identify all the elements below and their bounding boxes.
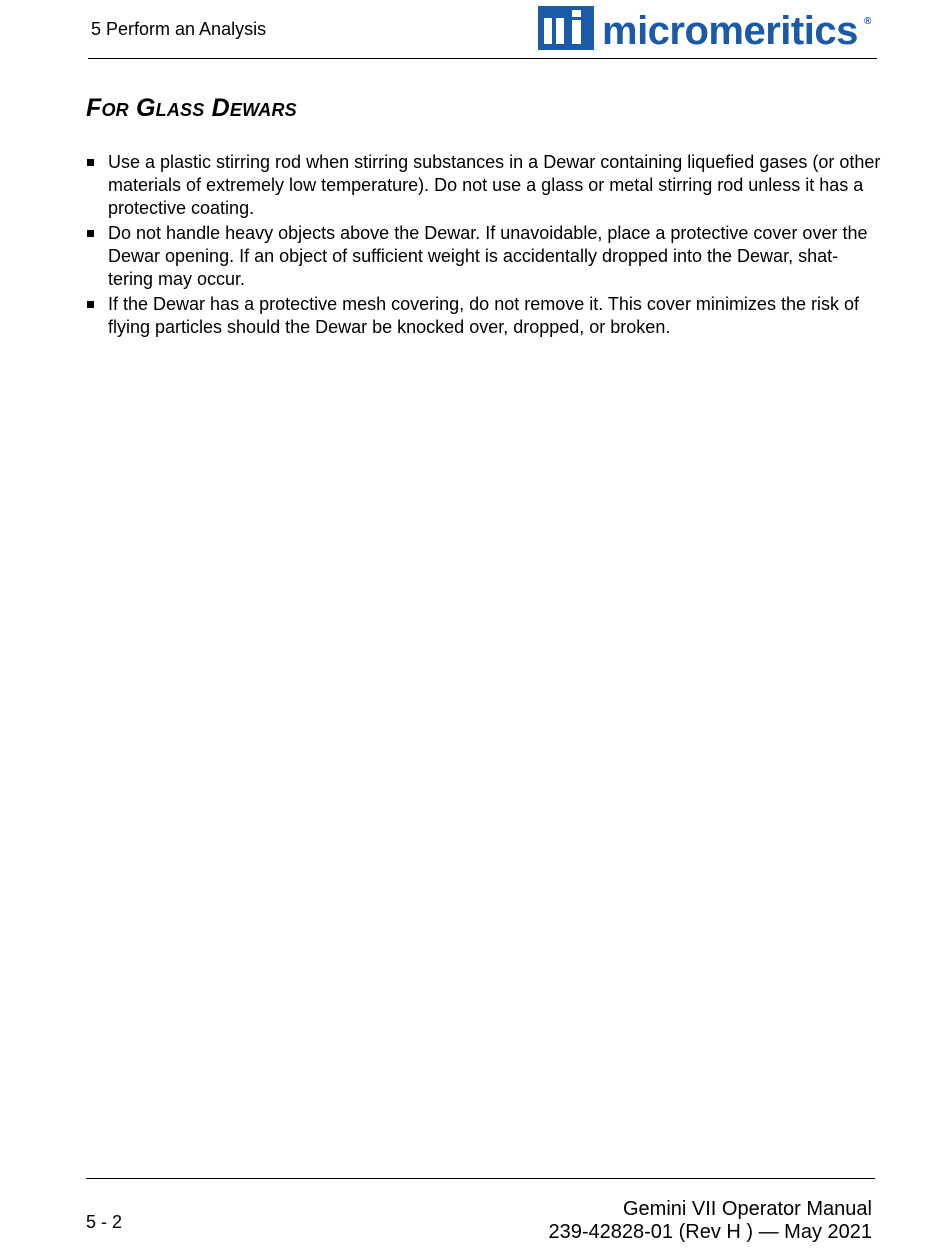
- page-title: For Glass Dewars: [86, 94, 297, 122]
- registered-mark: ®: [864, 16, 872, 27]
- footer-divider: [86, 1178, 875, 1179]
- page-number: 5 - 2: [86, 1212, 123, 1232]
- manual-title: Gemini VII Operator Manual: [623, 1198, 872, 1220]
- safety-bullet-list: [86, 151, 881, 341]
- header-divider: [88, 58, 877, 59]
- header-section-label: 5 Perform an Analysis: [91, 19, 267, 39]
- manual-revision: 239-42828-01 (Rev H ) — May 2021: [548, 1221, 872, 1243]
- micromeritics-logo: [538, 6, 878, 52]
- logo-mark-icon: [538, 6, 594, 50]
- square-bullet-icon: [87, 230, 94, 237]
- list-item: [86, 151, 881, 220]
- square-bullet-icon: [87, 301, 94, 308]
- logo-wordmark: micromeritics: [602, 9, 858, 53]
- bullet-text: If the Dewar has a protective mesh covering, do not remove it. This cover minimizes the risk of flying particles should the Dewar be knocked over, dropped, or broken.: [108, 294, 859, 337]
- bullet-text: Use a plastic stirring rod when stirring substances in a Dewar containing liquefied gases (or other materials of extremely low temperature). Do not use a glass or metal stirring rod unless it has a protective coating.: [108, 152, 881, 218]
- list-item: [86, 293, 881, 339]
- square-bullet-icon: [87, 159, 94, 166]
- list-item: [86, 222, 881, 291]
- bullet-text: Do not handle heavy objects above the Dewar. If unavoidable, place a protective cover over the Dewar opening. If an object of sufficient weight is accidentally dropped into the Dewar, shat-tering may occur.: [108, 223, 868, 289]
